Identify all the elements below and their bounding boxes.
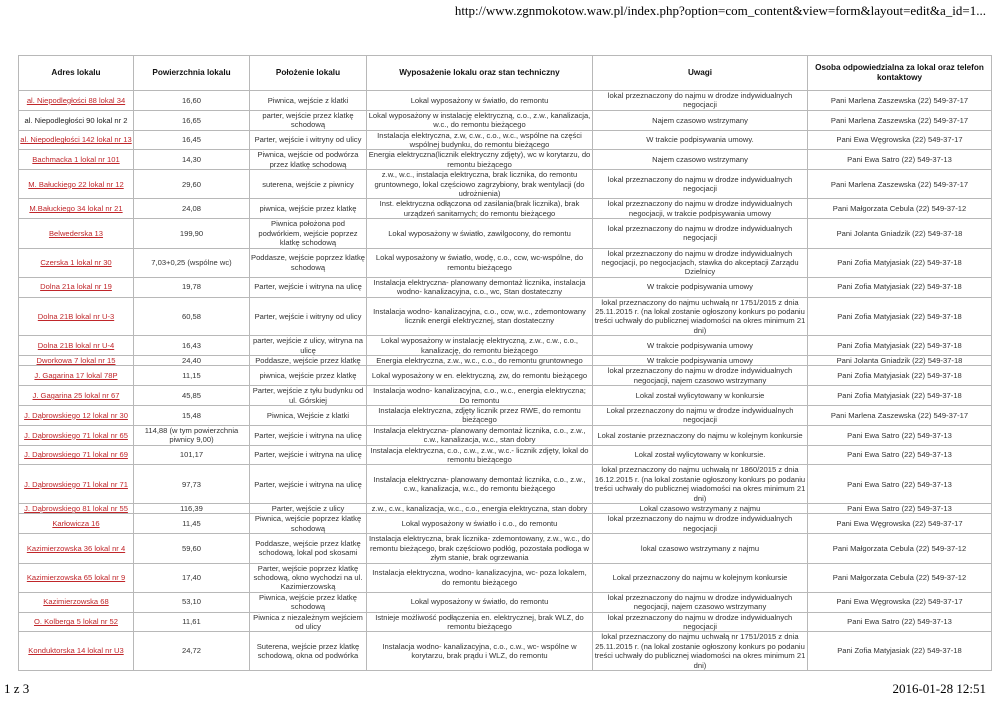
table-row [19,465,992,504]
location-cell: Piwnica, wejście przez klatkę schodową [250,592,367,612]
contact-cell: Pani Małgorzata Cebula (22) 549-37-12 [808,199,992,219]
address-cell [19,563,134,592]
location-cell: piwnica, wejście przez klatkę [250,199,367,219]
premises-table [18,55,992,671]
address-cell [19,150,134,170]
contact-cell: Pani Jolanta Gniadzik (22) 549-37-18 [808,355,992,365]
area-cell: 14,30 [134,150,250,170]
contact-cell: Pani Zofia Matyjasiak (22) 549-37-18 [808,248,992,277]
area-cell: 11,61 [134,612,250,632]
area-cell: 101,17 [134,445,250,465]
address-link[interactable]: J. Gagarina 17 lokal 78P [34,371,118,381]
print-datetime: 2016-01-28 12:51 [892,681,986,696]
table-row [19,445,992,465]
equipment-cell: z.w., w.c., instalacja elektryczna, brak licznika, do remontu gruntownego, lokal częściowo zagrzybiony, brak wentylacji (do udrożnienia) [367,170,593,199]
table-row [19,504,992,514]
location-cell: Piwnica, Wejście z klatki [250,406,367,426]
equipment-cell: Instalacja elektryczna- planowany demontaż licznika, c.o., z.w., c.w., kanalizacja, w.c., do remontu bieżącego [367,465,593,504]
address-link[interactable]: J. Dąbrowskiego 71 lokal nr 65 [24,430,128,440]
address-link[interactable]: Dolna 21B lokal nr U-4 [37,340,115,350]
address-link[interactable]: O. Kolberga 5 lokal nr 52 [33,617,118,627]
location-cell: Parter, wejście z ulicy [250,504,367,514]
contact-cell: Pani Marlena Zaszewska (22) 549-37-17 [808,91,992,111]
address-cell [19,445,134,465]
table-row [19,592,992,612]
table-row [19,297,992,336]
contact-cell: Pani Zofia Matyjasiak (22) 549-37-18 [808,386,992,406]
location-cell: Piwnica, wejście od podwórza przez klatkę schodową [250,150,367,170]
location-cell: Poddasze, wejście poprzez klatkę schodową [250,248,367,277]
table-row [19,130,992,150]
address-cell [19,534,134,563]
address-cell [19,130,134,150]
equipment-cell: Lokal wyposażony w światło, do remontu [367,91,593,111]
address-link[interactable]: Bachmacka 1 lokal nr 101 [32,155,120,165]
notes-cell: lokal przeznaczony do najmu w drodze indywidualnych negocjacji [593,170,808,199]
contact-cell: Pani Ewa Satro (22) 549-37-13 [808,150,992,170]
equipment-cell: Instalacja elektryczna- planowany demontaż licznika, instalacja wodno- kanalizacyjna, c.o., wc, Stan dostateczny [367,277,593,297]
address-link[interactable]: Kazimierzowska 36 lokal nr 4 [26,543,126,553]
table-row [19,170,992,199]
area-cell: 97,73 [134,465,250,504]
equipment-cell: Instalacja wodno- kanalizacyjna, c.o., w.c., energia elektryczna; Do remontu [367,386,593,406]
equipment-cell: Lokal wyposażony w światło, do remontu [367,592,593,612]
address-link[interactable]: Czerska 1 lokal nr 30 [40,257,112,267]
contact-cell: Pani Ewa Węgrowska (22) 549-37-17 [808,592,992,612]
table-row [19,514,992,534]
area-cell: 7,03+0,25 (wspólne wc) [134,248,250,277]
contact-cell: Pani Zofia Matyjasiak (22) 549-37-18 [808,277,992,297]
notes-cell: lokal przeznaczony do najmu uchwałą nr 1751/2015 z dnia 25.11.2015 r. (na lokal zostanie ogłoszony konkurs po podaniu treści uchwały do publicznej wiadomości na okres minimum 21 dni) [593,632,808,671]
area-cell: 16,65 [134,110,250,130]
header-contact: Osoba odpowiedzialna za lokal oraz telefon kontaktowy [808,56,992,91]
address-link[interactable]: Kazimierzowska 68 [43,597,109,607]
table-row [19,366,992,386]
contact-cell: Pani Małgorzata Cebula (22) 549-37-12 [808,563,992,592]
location-cell: parter, wejście przez klatkę schodową [250,110,367,130]
area-cell: 59,60 [134,534,250,563]
location-cell: Piwnica, wejście poprzez klatkę schodową [250,514,367,534]
address-link[interactable]: M. Bałuckiego 22 lokal nr 12 [28,179,124,189]
address-link[interactable]: Kazimierzowska 65 lokal nr 9 [26,572,126,582]
address-text: al. Niepodległości 90 lokal nr 2 [24,115,128,125]
location-cell: Parter, wejście z tyłu budynku od ul. Górskiej [250,386,367,406]
contact-cell: Pani Zofia Matyjasiak (22) 549-37-18 [808,632,992,671]
notes-cell: Najem czasowo wstrzymany [593,150,808,170]
notes-cell: W trakcie podpisywania umowy [593,277,808,297]
notes-cell: W trakcie podpisywania umowy [593,355,808,365]
notes-cell: Lokal został wylicytowany w konkursie. [593,445,808,465]
equipment-cell: Instalacja elektryczna, zdjęty licznik przez RWE, do remontu bieżącego [367,406,593,426]
notes-cell: W trakcie podpisywania umowy. [593,130,808,150]
address-cell [19,297,134,336]
notes-cell: lokal przeznaczony do najmu w drodze indywidualnych negocjacji, najem czasowo wstrzymany [593,592,808,612]
area-cell: 17,40 [134,563,250,592]
notes-cell: lokal przeznaczony do najmu w drodze indywidualnych negocjacji, po negocjacjach, stawka do akceptacji Zarządu Dzielnicy [593,248,808,277]
table-row [19,199,992,219]
equipment-cell: Lokal wyposażony w światło, wodę, c.o., ccw, wc-wspólne, do remontu bieżącego [367,248,593,277]
notes-cell: Lokal został wylicytowany w konkursie [593,386,808,406]
equipment-cell: Lokal wyposażony w en. elektryczną, zw, do remontu bieżącego [367,366,593,386]
address-cell [19,336,134,356]
notes-cell: lokal czasowo wstrzymany z najmu [593,534,808,563]
address-link[interactable]: J. Dąbrowskiego 81 lokal nr 55 [24,504,128,514]
equipment-cell: Lokal wyposażony w światło, zawilgocony, do remontu [367,219,593,248]
address-link[interactable]: J. Dąbrowskiego 71 lokal nr 69 [24,450,128,460]
table-row [19,355,992,365]
contact-cell: Pani Marlena Zaszewska (22) 549-37-17 [808,406,992,426]
location-cell: Piwnica z niezależnym wejściem od ulicy [250,612,367,632]
table-row [19,248,992,277]
location-cell: Parter, wejście i witryny od ulicy [250,130,367,150]
address-link[interactable]: J. Dąbrowskiego 71 lokal nr 71 [24,479,128,489]
contact-cell: Pani Ewa Węgrowska (22) 549-37-17 [808,514,992,534]
area-cell: 60,58 [134,297,250,336]
table-row [19,277,992,297]
contact-cell: Pani Zofia Matyjasiak (22) 549-37-18 [808,336,992,356]
location-cell: Parter, wejście i witryna na ulicę [250,425,367,445]
contact-cell: Pani Ewa Satro (22) 549-37-13 [808,612,992,632]
address-cell [19,110,134,130]
table-row [19,336,992,356]
address-cell [19,219,134,248]
header-location: Położenie lokalu [250,56,367,91]
equipment-cell: Lokal wyposażony w instalację elektryczną, z.w., c.w., c.o., kanalizację, do remontu bieżącego [367,336,593,356]
contact-cell: Pani Zofia Matyjasiak (22) 549-37-18 [808,366,992,386]
notes-cell: lokal przeznaczony do najmu w drodze indywidualnych negocjacji [593,219,808,248]
contact-cell: Pani Ewa Satro (22) 549-37-13 [808,445,992,465]
area-cell: 11,15 [134,366,250,386]
table-row [19,91,992,111]
notes-cell: lokal przeznaczony do najmu w drodze indywidualnych negocjacji [593,91,808,111]
location-cell: Piwnica, wejście z klatki [250,91,367,111]
equipment-cell: Instalacja wodno- kanalizacyjna, c.o., c.w., wc- wspólne w korytarzu, brak prądu i WLZ, do remontu [367,632,593,671]
location-cell: Parter, wejście i witryna na ulicę [250,277,367,297]
area-cell: 24,08 [134,199,250,219]
location-cell: parter, wejście z ulicy, witryna na ulicę [250,336,367,356]
notes-cell: Lokal przeznaczony do najmu w drodze indywidualnych negocjacji [593,406,808,426]
notes-cell: lokal przeznaczony do najmu w drodze indywidualnych negocjacji [593,612,808,632]
address-cell [19,91,134,111]
equipment-cell: Istnieje możliwość podłączenia en. elektrycznej, brak WLZ, do remontu bieżącego [367,612,593,632]
equipment-cell: Instalacja elektryczna- planowany demontaż licznika, c.o., z.w., c.w., kanalizacja, w.c., stan dobry [367,425,593,445]
header-area: Powierzchnia lokalu [134,56,250,91]
notes-cell: Lokal zostanie przeznaczony do najmu w kolejnym konkursie [593,425,808,445]
address-cell [19,632,134,671]
address-cell [19,248,134,277]
area-cell: 53,10 [134,592,250,612]
area-cell: 16,60 [134,91,250,111]
contact-cell: Pani Małgorzata Cebula (22) 549-37-12 [808,534,992,563]
address-cell [19,465,134,504]
area-cell: 19,78 [134,277,250,297]
address-cell [19,612,134,632]
area-cell: 11,45 [134,514,250,534]
equipment-cell: Instalacja elektryczna, z.w, c.w., c.o., w.c., wspólne na części wspólnej budynku, do remontu bieżącego [367,130,593,150]
contact-cell: Pani Ewa Satro (22) 549-37-13 [808,425,992,445]
address-link[interactable]: M.Bałuckiego 34 lokal nr 21 [29,204,123,214]
notes-cell: lokal przeznaczony do najmu w drodze indywidualnych negocjacji, najem czasowo wstrzymany [593,366,808,386]
notes-cell: lokal przeznaczony do najmu w drodze indywidualnych negocjacji, w trakcie podpisywania umowy [593,199,808,219]
equipment-cell: z.w., c.w., kanalizacja, w.c., c.o., energia elektryczna, stan dobry [367,504,593,514]
table-row [19,425,992,445]
address-cell [19,514,134,534]
header-notes: Uwagi [593,56,808,91]
address-cell [19,199,134,219]
area-cell: 199,90 [134,219,250,248]
page-number: 1 z 3 [4,681,30,696]
address-link[interactable]: Dolna 21B lokal nr U-3 [37,311,115,321]
table-header-row [19,56,992,91]
address-cell [19,406,134,426]
equipment-cell: Inst. elektryczna odłączona od zasilania(brak licznika), brak urządzeń sanitarnych; do remontu bieżącego [367,199,593,219]
notes-cell: Lokal przeznaczony do najmu w kolejnym konkursie [593,563,808,592]
contact-cell: Pani Zofia Matyjasiak (22) 549-37-18 [808,297,992,336]
location-cell: Parter, wejście i witryny od ulicy [250,297,367,336]
contact-cell: Pani Jolanta Gniadzik (22) 549-37-18 [808,219,992,248]
area-cell: 45,85 [134,386,250,406]
address-link[interactable]: Belwederska 13 [48,228,104,238]
area-cell: 16,43 [134,336,250,356]
page-url: http://www.zgnmokotow.waw.pl/index.php?option=com_content&view=form&layout=edit&a_id=1... [454,3,986,18]
equipment-cell: Instalacja elektryczna, brak licznika- zdemontowany, z.w., w.c., do remontu bieżącego, brak częściowo podłóg, pozostała podłoga w złym stanie, brak ogrzewania [367,534,593,563]
address-link[interactable]: J. Gagarina 25 lokal nr 67 [32,390,120,400]
table-row [19,386,992,406]
location-cell: Poddasze, wejście przez klatkę schodową, lokal pod skosami [250,534,367,563]
header-equipment: Wyposażenie lokalu oraz stan techniczny [367,56,593,91]
location-cell: Piwnica położona pod podwórkiem, wejście poprzez klatkę schodową [250,219,367,248]
contact-cell: Pani Ewa Satro (22) 549-37-13 [808,504,992,514]
equipment-cell: Energia elektryczna, z.w., w.c., c.o., do remontu gruntownego [367,355,593,365]
header-address: Adres lokalu [19,56,134,91]
notes-cell: lokal przeznaczony do najmu w drodze indywidualnych negocjacji [593,514,808,534]
address-link[interactable]: Dworkowa 7 lokal nr 15 [36,355,116,365]
equipment-cell: Instalacja elektryczna, wodno- kanalizacyjna, wc- poza lokalem, do remontu bieżącego [367,563,593,592]
notes-cell: Lokal czasowo wstrzymany z najmu [593,504,808,514]
address-cell [19,425,134,445]
contact-cell: Pani Marlena Zaszewska (22) 549-37-17 [808,170,992,199]
area-cell: 24,40 [134,355,250,365]
address-cell [19,504,134,514]
location-cell: suterena, wejście z piwnicy [250,170,367,199]
table-row [19,612,992,632]
location-cell: Poddasze, wejście przez klatkę [250,355,367,365]
table-row [19,150,992,170]
address-cell [19,277,134,297]
equipment-cell: Energia elektryczna(licznik elektryczny zdjęty), wc w korytarzu, do remontu bieżącego [367,150,593,170]
location-cell: Parter, wejście i witryna na ulicę [250,445,367,465]
table-row [19,110,992,130]
area-cell: 16,45 [134,130,250,150]
address-link[interactable]: al. Niepodległości 142 lokal nr 13 [20,135,132,145]
address-cell [19,170,134,199]
table-row [19,406,992,426]
address-cell [19,366,134,386]
address-link[interactable]: Karłowicza 16 [52,519,100,529]
equipment-cell: Lokal wyposażony w instalację elektryczną, c.o., z.w., kanalizacja, w.c., do remontu bieżącego [367,110,593,130]
table-row [19,534,992,563]
location-cell: piwnica, wejście przez klatkę [250,366,367,386]
contact-cell: Pani Ewa Satro (22) 549-37-13 [808,465,992,504]
notes-cell: Najem czasowo wstrzymany [593,110,808,130]
notes-cell: lokal przeznaczony do najmu uchwałą nr 1860/2015 z dnia 16.12.2015 r. (na lokal zostanie ogłoszony konkurs po podaniu treści uchwały do publicznej wiadomości na okres minimum 21 dni) [593,465,808,504]
area-cell: 29,60 [134,170,250,199]
area-cell: 24,72 [134,632,250,671]
notes-cell: lokal przeznaczony do najmu uchwałą nr 1751/2015 z dnia 25.11.2015 r. (na lokal zostanie ogłoszony konkurs po podaniu treści uchwały do publicznej wiadomości na okres minimum 21 dni) [593,297,808,336]
area-cell: 116,39 [134,504,250,514]
address-link[interactable]: al. Niepodległości 88 lokal 34 [26,95,126,105]
contact-cell: Pani Marlena Zaszewska (22) 549-37-17 [808,110,992,130]
notes-cell: W trakcie podpisywania umowy [593,336,808,356]
address-cell [19,355,134,365]
equipment-cell: Lokal wyposażony w światło i c.o., do remontu [367,514,593,534]
table-row [19,563,992,592]
location-cell: Parter, wejście i witryna na ulicę [250,465,367,504]
area-cell: 114,88 (w tym powierzchnia piwnicy 9,00) [134,425,250,445]
address-link[interactable]: J. Dąbrowskiego 12 lokal nr 30 [24,410,128,420]
equipment-cell: Instalacja wodno- kanalizacyjna, c.o., ccw, w.c., zdemontowany licznik energii elektrycznej, stan dostateczny [367,297,593,336]
table-row [19,219,992,248]
address-link[interactable]: Konduktorska 14 lokal nr U3 [28,646,124,656]
contact-cell: Pani Ewa Węgrowska (22) 549-37-17 [808,130,992,150]
location-cell: Parter, wejście poprzez klatkę schodową, okno wychodzi na ul. Kazimierzowską [250,563,367,592]
equipment-cell: Instalacja elektryczna, c.o., c.w., z.w., w.c.- licznik zdjęty, lokal do remontu bieżącego [367,445,593,465]
location-cell: Suterena, wejście przez klatkę schodową, okna od podwórka [250,632,367,671]
address-link[interactable]: Dolna 21a lokal nr 19 [40,282,112,292]
table-row [19,632,992,671]
area-cell: 15,48 [134,406,250,426]
address-cell [19,592,134,612]
address-cell [19,386,134,406]
